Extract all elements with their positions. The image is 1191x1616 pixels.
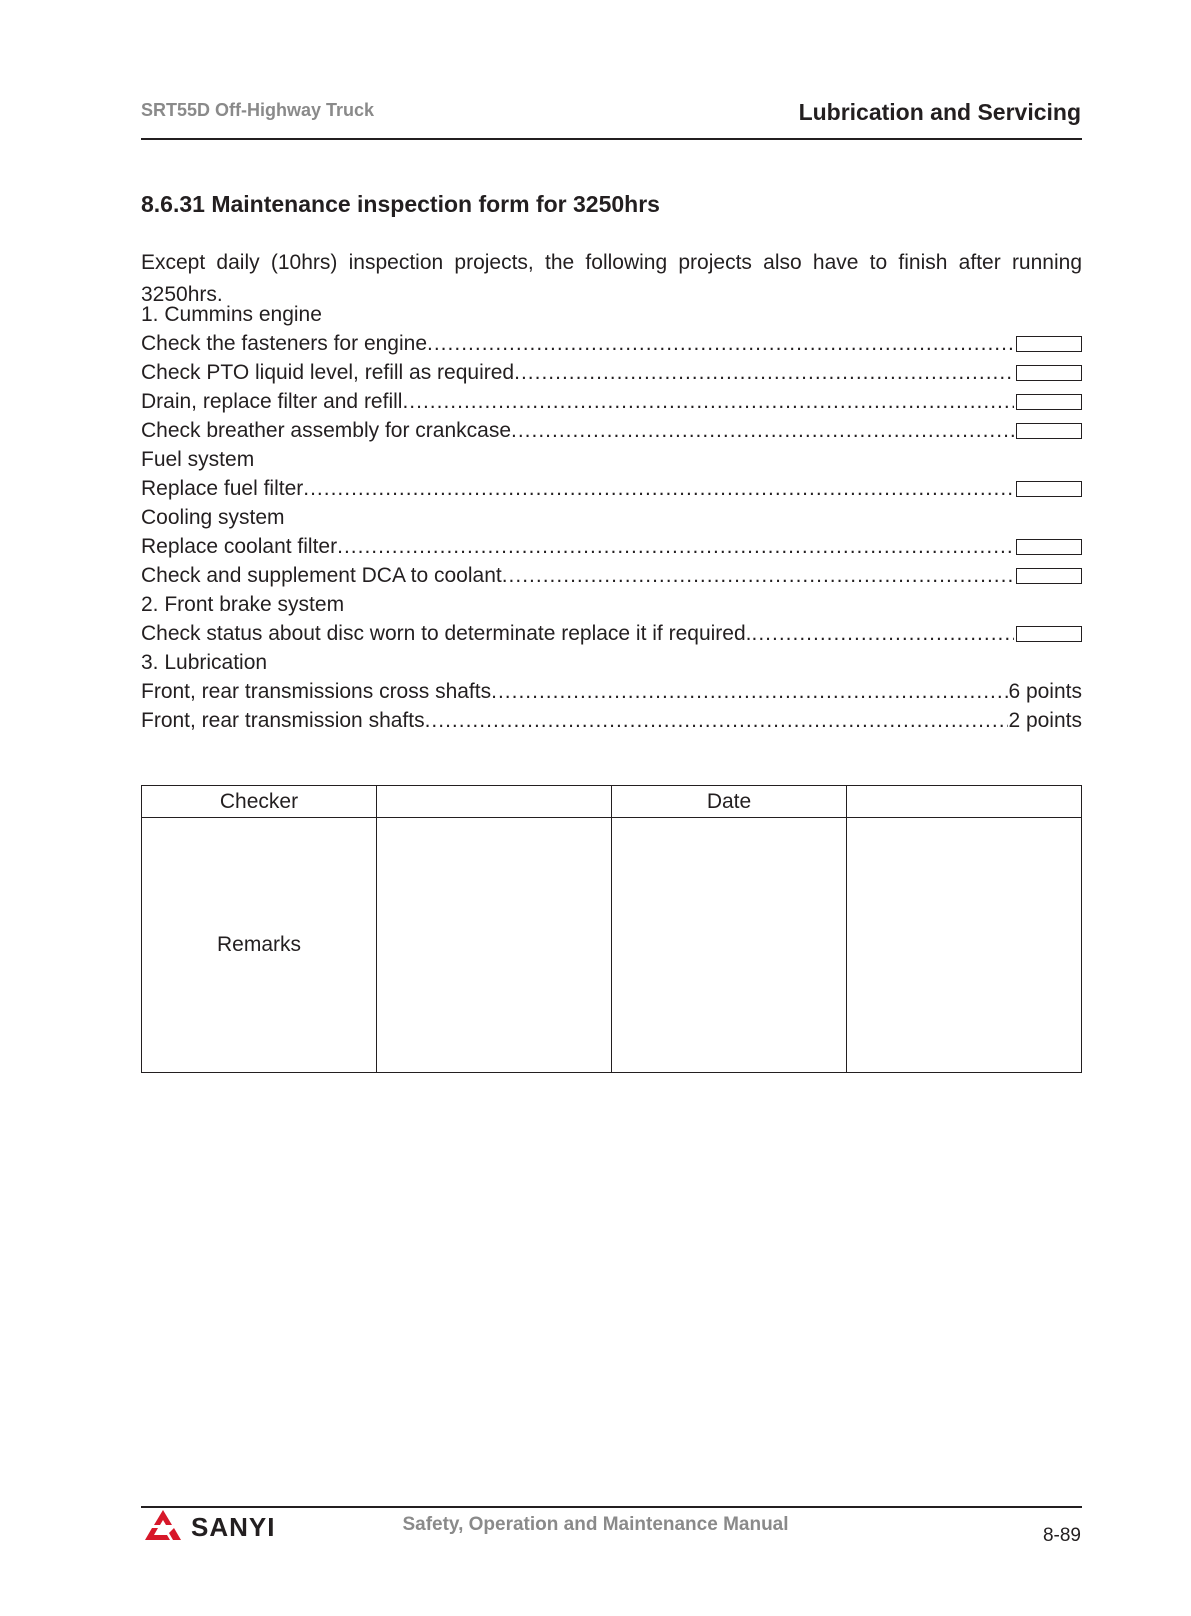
check-item-label: Check the fasteners for engine [141, 332, 428, 355]
footer-divider [141, 1506, 1082, 1508]
header-divider [141, 138, 1082, 140]
check-item-label: Drain, replace filter and refill [141, 390, 403, 413]
lubrication-item [141, 706, 1082, 735]
date-label: Date [612, 786, 847, 818]
leader-dots [337, 532, 1014, 561]
document-title: SRT55D Off-Highway Truck [141, 100, 375, 120]
check-box[interactable] [1016, 394, 1082, 410]
date-input-cell[interactable] [847, 786, 1082, 818]
group-heading: Cooling system [141, 506, 285, 529]
page-heading: 8.6.31 Maintenance inspection form for 3250hrs [141, 191, 660, 217]
check-item [141, 474, 1082, 503]
check-box[interactable] [1016, 568, 1082, 584]
check-item [141, 532, 1082, 561]
check-item-label: Check breather assembly for crankcase [141, 419, 511, 442]
remarks-input-cell[interactable] [377, 818, 612, 1073]
checker-input-cell[interactable] [377, 786, 612, 818]
intro-paragraph: Except daily (10hrs) inspection projects, the following projects also have to finish after running 3250hrs. [141, 251, 1082, 306]
check-item [141, 358, 1082, 387]
leader-dots [303, 474, 1014, 503]
page-number: 8-89 [1042, 1525, 1081, 1546]
lubrication-points: 6 points [1008, 680, 1082, 703]
check-item [141, 329, 1082, 358]
brand-name: SANYI [191, 1511, 276, 1542]
manual-title: Safety, Operation and Maintenance Manual [402, 1514, 789, 1535]
inspection-sign-off-table [141, 785, 1082, 1073]
leader-dots [511, 416, 1014, 445]
check-item [141, 561, 1082, 590]
check-box[interactable] [1016, 539, 1082, 555]
group-heading: 3. Lubrication [141, 651, 268, 674]
check-item [141, 619, 1082, 648]
check-box[interactable] [1016, 423, 1082, 439]
group-heading: 2. Front brake system [141, 593, 345, 616]
check-box[interactable] [1016, 626, 1082, 642]
leader-dots [402, 387, 1014, 416]
check-item-label: Replace fuel filter [141, 477, 304, 500]
leader-dots [751, 619, 1014, 648]
check-item-label: Check and supplement DCA to coolant [141, 564, 502, 587]
check-box[interactable] [1016, 336, 1082, 352]
lubrication-points: 2 points [1008, 709, 1082, 732]
group-heading: 1. Cummins engine [141, 303, 322, 326]
lubrication-item [141, 677, 1082, 706]
check-item [141, 416, 1082, 445]
remarks-input-cell[interactable] [612, 818, 847, 1073]
check-item-label: Check status about disc worn to determinate replace it if required. [141, 622, 752, 645]
leader-dots [491, 677, 1008, 706]
check-box[interactable] [1016, 481, 1082, 497]
section-title: Lubrication and Servicing [798, 99, 1081, 125]
check-item [141, 387, 1082, 416]
check-item-label: Replace coolant filter [141, 535, 338, 558]
check-box[interactable] [1016, 365, 1082, 381]
leader-dots [427, 329, 1014, 358]
lubrication-item-label: Front, rear transmission shafts [141, 709, 425, 732]
remarks-label: Remarks [142, 818, 377, 1073]
remarks-input-cell[interactable] [847, 818, 1082, 1073]
checker-label: Checker [142, 786, 377, 818]
leader-dots [425, 706, 1009, 735]
leader-dots [502, 561, 1014, 590]
lubrication-item-label: Front, rear transmissions cross shafts [141, 680, 492, 703]
group-heading: Fuel system [141, 448, 255, 471]
check-item-label: Check PTO liquid level, refill as required [141, 361, 515, 384]
leader-dots [514, 358, 1014, 387]
